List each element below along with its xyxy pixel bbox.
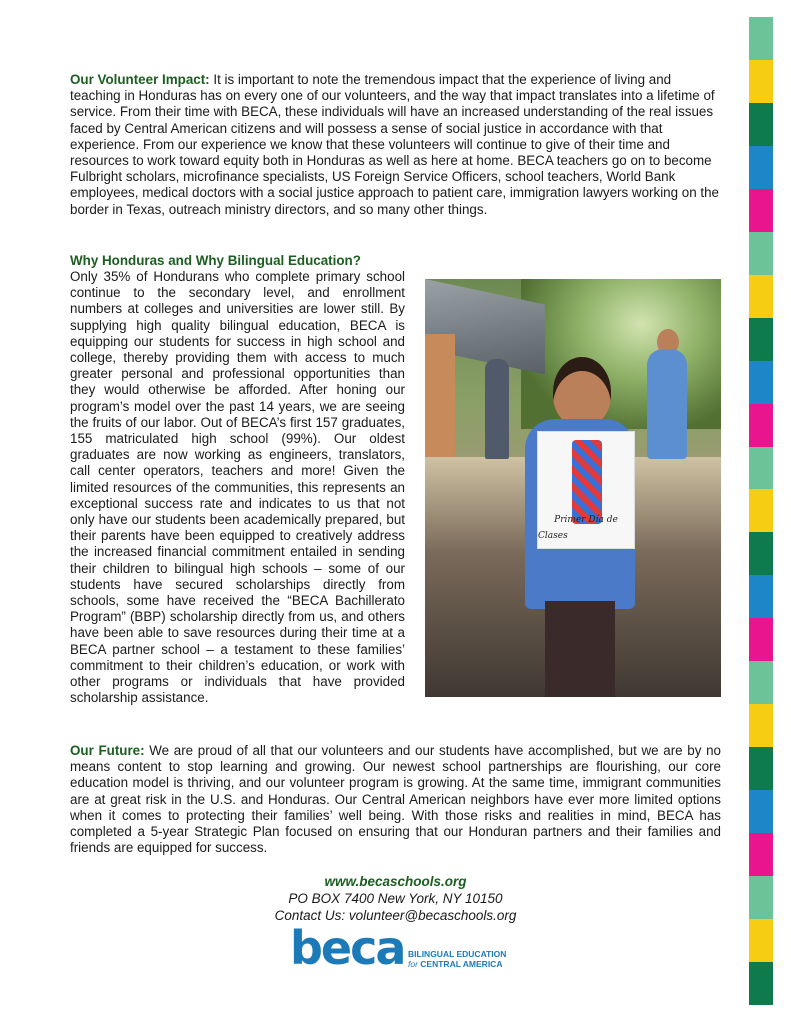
strip-segment xyxy=(749,103,773,146)
volunteer-impact-paragraph xyxy=(70,72,721,218)
strip-segment xyxy=(749,747,773,790)
first-day-sign xyxy=(537,431,635,549)
mailing-address: PO BOX 7400 New York, NY 10150 xyxy=(288,891,503,906)
strip-segment xyxy=(749,404,773,447)
volunteer-impact-body: It is important to note the tremendous impact that the experience of living and teaching in Honduras has on every one of our volunteers, and the way that impact translates into a lifetime of service. From their time with BECA, these individuals will have an increased understanding of the real issues faced by Central American citizens and will possess a sense of social justice in accordance with that experience. From our experience we know that these volunteers will continue to give of their time and resources to work toward equity both in Honduras as well as here at home. BECA teachers go on to become Fulbright scholars, microfinance specialists, US Foreign Service Officers, school teachers, World Bank employees, medical doctors with a social justice approach to patient care, immigration lawyers working on the border in Texas, outreach ministry directors, and so many other things. xyxy=(70,72,720,217)
strip-segment xyxy=(749,189,773,232)
strip-segment xyxy=(749,447,773,490)
photo-container xyxy=(415,279,721,711)
strip-segment xyxy=(749,532,773,575)
tagline-line1: BILINGUAL EDUCATION xyxy=(408,949,507,959)
strip-segment xyxy=(749,489,773,532)
tagline-for: for xyxy=(408,959,418,969)
color-strip xyxy=(749,17,773,1005)
our-future-body: We are proud of all that our volunteers and our students have accomplished, but we are by no means content to stop learning and growing. Our newest school partnerships are flourishing, our core education model is thriving, and our volunteer program is growing. At the same time, immigrant communities are at great risk in the U.S. and Honduras. Our Central American neighbors have ever more limited options when it comes to protecting their families’ well being. With those risks and realities in mind, BECA has completed a 5-year Strategic Plan focused on ensuring that our Honduran partners and their families and friends are equipped for success. xyxy=(70,743,721,856)
strip-segment xyxy=(749,318,773,361)
strip-segment xyxy=(749,361,773,404)
why-honduras-paragraph xyxy=(70,269,721,715)
contact-email[interactable]: Contact Us: volunteer@becaschools.org xyxy=(274,908,517,923)
beca-wordmark: beca xyxy=(290,921,405,975)
volunteer-impact-heading: Our Volunteer Impact: xyxy=(70,72,210,87)
strip-segment xyxy=(749,575,773,618)
tagline-line2: CENTRAL AMERICA xyxy=(420,959,503,969)
child-face xyxy=(553,357,611,427)
strip-segment xyxy=(749,790,773,833)
strip-segment xyxy=(749,833,773,876)
strip-segment xyxy=(749,232,773,275)
strip-segment xyxy=(749,60,773,103)
website-link[interactable]: www.becaschools.org xyxy=(324,874,467,889)
strip-segment xyxy=(749,17,773,60)
student-photo xyxy=(425,279,721,697)
strip-segment xyxy=(749,618,773,661)
strip-segment xyxy=(749,962,773,1005)
strip-segment xyxy=(749,275,773,318)
why-honduras-body: Only 35% of Hondurans who complete primary school continue to the secondary level, and enrollment numbers at colleges and universities are lower still. By supplying high quality bilingual education, BECA is equipping our students for success in high school and college, thereby providing them with access to much greater personal and professional opportunities than they would otherwise be afforded. After honing our program’s model over the past 14 years, we are seeing the fruits of our labor. Out of BECA’s first 157 graduates, 155 matriculated high school (99%). Our oldest graduates are now working as engineers, translators, call center operators, teachers and more! Given the limited resources of the communities, this represents an exceptional success rate and indicates to us that not only have our students been academically prepared, but their parents have been equipped to creatively address the increased financial commitment entailed in sending their children to bilingual high schools – some of our students have secured scholarships directly from schools, some have received the “BECA Bachillerato Program” (BBP) scholarship directly from us, and others have been able to save resources during their time at a BECA partner school – a testament to these families’ commitment to their children’s education, or work with other programs or individuals that have provided scholarship assistance. xyxy=(70,269,405,706)
strip-segment xyxy=(749,146,773,189)
beca-logo xyxy=(290,921,510,979)
logo-tagline xyxy=(408,949,506,969)
why-honduras-heading: Why Honduras and Why Bilingual Education? xyxy=(70,253,361,268)
strip-segment xyxy=(749,661,773,704)
sign-caption: Primer Día de Clases xyxy=(538,514,618,541)
our-future-heading: Our Future: xyxy=(70,743,145,758)
background-adult xyxy=(647,349,687,459)
our-future-paragraph xyxy=(70,743,721,856)
background-person xyxy=(485,359,509,459)
strip-segment xyxy=(749,919,773,962)
strip-segment xyxy=(749,704,773,747)
footer xyxy=(0,873,791,924)
